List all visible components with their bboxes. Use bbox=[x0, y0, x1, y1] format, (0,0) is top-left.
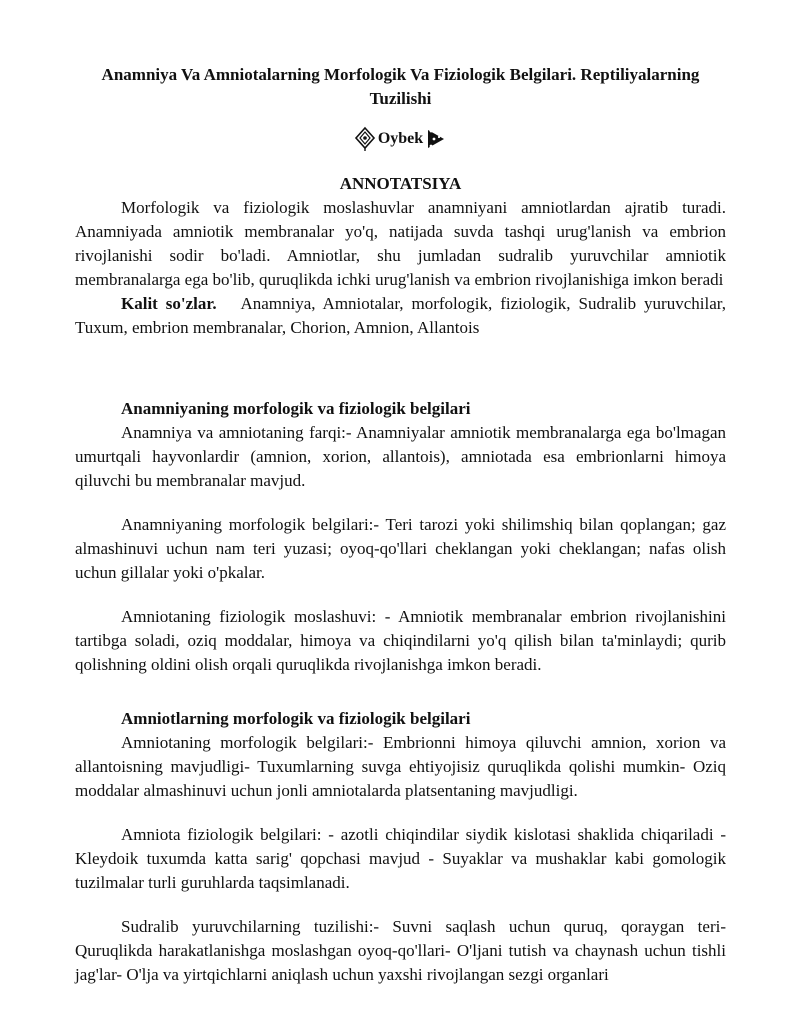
keywords-label: Kalit so'zlar. bbox=[121, 294, 217, 313]
oybek-logo bbox=[75, 125, 726, 153]
sparkle-icon bbox=[425, 127, 447, 151]
logo-text: Oybek bbox=[377, 130, 424, 147]
section1-paragraph: Anamniya va amniotaning farqi:- Anamniyalar amniotik membranalarga ega bo'lmagan umurtqali hayvonlardir (amnion, xorion, allantois), amniotada esa embrionlarni himoya qiluvchi bu membranalar mavjud. bbox=[75, 423, 726, 490]
section2-paragraph: Amniotaning morfologik belgilari:- Embrionni himoya qiluvchi amnion, xorion va allantoisning mavjudligi- Tuxumlarning suvga ehtiyojisiz quruqlikda qolishi mumkin- Oziq moddalar almashinuvi uchun jonli amniotalarda platsentaning mavjudligi. bbox=[75, 733, 726, 800]
section2-heading: Amniotlarning morfologik va fiziologik belgilari bbox=[121, 709, 471, 728]
leaf-icon bbox=[354, 126, 376, 152]
section2-paragraph: Amniota fiziologik belgilari: - azotli chiqindilar siydik kislotasi shaklida chiqariladi - Kleydoik tuxumda katta sarig' qopchasi mavjud - Suyaklar va mushaklar kabi gomologik tuzilmalar turli guruhlarda taqsimlanadi. bbox=[75, 825, 726, 892]
keywords-text: Anamniya, Amniotalar, morfologik, fiziologik, Sudralib yuruvchilar, Tuxum, embrion membranalar, Chorion, Amnion, Allantois bbox=[75, 294, 726, 337]
document-title: Anamniya Va Amniotalarning Morfologik Va Fiziologik Belgilari. Reptiliyalarning Tuzilishi bbox=[101, 65, 700, 108]
section1-paragraph: Anamniyaning morfologik belgilari:- Teri tarozi yoki shilimshiq bilan qoplangan; gaz almashinuvi uchun nam teri yuzasi; oyoq-qo'llari cheklangan yoki cheklangan; nafas olish uchun gillalar yoki o'pkalar. bbox=[75, 515, 726, 582]
document-page bbox=[75, 63, 726, 987]
section1-paragraph: Amniotaning fiziologik moslashuvi: - Amniotik membranalar embrion rivojlanishini tartibga soladi, oziq moddalar, himoya va chiqindilarni yo'q qilish bilan ta'minlaydi; qurib qolishning oldini olish orqali quruqlikda rivojlanishga imkon beradi. bbox=[75, 607, 726, 674]
keywords-paragraph bbox=[75, 292, 726, 340]
section2-paragraph: Sudralib yuruvchilarning tuzilishi:- Suvni saqlash uchun quruq, qoraygan teri- Quruqlikda harakatlanishga moslashgan oyoq-qo'llari- O'ljani tutish va chaynash uchun tishli jag'lar- O'lja va yirtqichlarni aniqlash uchun yaxshi rivojlangan sezgi organlari bbox=[75, 917, 726, 984]
annotation-heading: ANNOTATSIYA bbox=[339, 174, 462, 193]
annotation-paragraph: Morfologik va fiziologik moslashuvlar anamniyani amniotlardan ajratib turadi. Anamniyada amniotik membranalar yo'q, natijada suvda tashqi urug'lanish va embrion rivojlanishi sodir bo'ladi. Amniotlar, shu jumladan sudralib yuruvchilar amniotik membranalarga ega bo'lib, quruqlikda ichki urug'lanish va embrion rivojlanishiga imkon beradi bbox=[75, 198, 726, 289]
section1-heading: Anamniyaning morfologik va fiziologik belgilari bbox=[121, 399, 471, 418]
